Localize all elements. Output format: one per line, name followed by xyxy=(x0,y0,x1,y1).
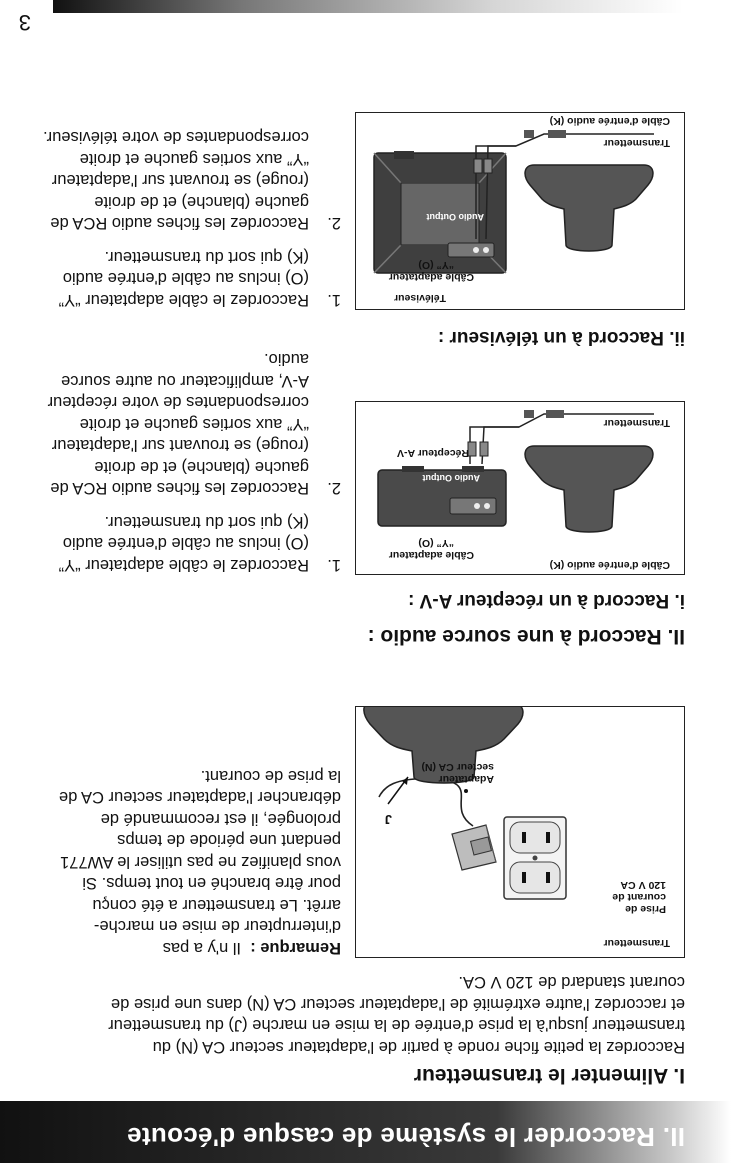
note-line: d'interrupteur de mise en marche- xyxy=(93,917,341,936)
ycable-caption xyxy=(389,537,474,561)
step-line: “Y” aux sorties gauche et droite xyxy=(79,150,309,168)
sub-ii-steps xyxy=(11,126,341,310)
panel-label: Audio Output xyxy=(426,212,484,222)
sub-ii-heading: ii. Raccord à un téléviseur : xyxy=(437,327,685,348)
step-line: correspondantes de votre récepteur xyxy=(47,393,309,412)
note-line: arrêt. Le transmetteur a été conçu xyxy=(92,896,341,914)
step-line: (K) qui sort du transmetteur. xyxy=(104,248,309,266)
step-line: (rouge) se trouvant sur l'adaptateur xyxy=(51,436,309,455)
step-line: (rouge) se trouvant sur l'adaptateur xyxy=(51,171,309,190)
step-number: 1. xyxy=(327,556,341,574)
caption-line: Câble adaptateur xyxy=(388,271,474,283)
page-number: 3 xyxy=(18,10,31,35)
device-caption: Récepteur A-V xyxy=(397,447,469,459)
caption-line: Adaptateur xyxy=(438,773,494,785)
step-item xyxy=(11,511,341,576)
note-line: pendant une période de temps xyxy=(117,831,341,850)
panel-label: Audio Output xyxy=(422,473,480,483)
device-caption: Téléviseur xyxy=(394,292,446,304)
step-line: audio. xyxy=(264,350,309,369)
step-item xyxy=(11,126,341,234)
power-diagram xyxy=(356,707,684,957)
banner-title: II. Raccorder le système de casque d'écoute xyxy=(126,1122,685,1152)
ycable-caption xyxy=(389,259,474,283)
av-receiver-figure xyxy=(355,401,685,575)
note-line: la prise de courant. xyxy=(200,767,341,785)
step-line: Raccordez les fiches audio RCA de xyxy=(50,214,309,233)
caption-line: secteur CA (N) xyxy=(421,761,494,773)
para-line: et raccordez l'autre extrémité de l'adaptateur secteur CA (N) dans une prise de xyxy=(110,995,685,1013)
step-item xyxy=(11,246,341,311)
step-number: 2. xyxy=(327,479,341,498)
step-line: Raccordez le câble adaptateur “Y” xyxy=(58,291,309,309)
step-line: correspondantes de votre téléviseur. xyxy=(43,128,309,147)
step-line: (K) qui sort du transmetteur. xyxy=(104,513,309,531)
step-number: 2. xyxy=(327,214,341,233)
transmitter-caption: Transmetteur xyxy=(603,937,670,949)
note-line: Il n'y a pas xyxy=(162,939,242,957)
para-line: courant standard de 120 V CA. xyxy=(458,973,685,992)
power-figure xyxy=(355,706,685,958)
jack-caption: J xyxy=(384,812,392,827)
tv-figure xyxy=(355,112,685,310)
step-line: gauche (blanche) et de droite xyxy=(94,458,309,476)
caption-line: 120 V CA xyxy=(620,879,666,891)
section1-heading: I. Alimenter le transmetteur xyxy=(413,1064,685,1087)
step-line: (O) inclus au câble d'entrée audio xyxy=(62,269,309,288)
step-line: (O) inclus au câble d'entrée audio xyxy=(62,534,309,553)
note-block xyxy=(11,765,341,959)
section2-heading: II. Raccord à une source audio : xyxy=(367,625,685,648)
step-line: gauche (blanche) et de droite xyxy=(94,193,309,211)
note-line: prolongée, il est recommandé de xyxy=(100,810,341,828)
transmitter-icon xyxy=(525,165,653,251)
note-label: Remarque : xyxy=(250,939,341,957)
input-cable-caption: Câble d'entrée audio (K) xyxy=(549,559,670,571)
note-line: débrancher l'adaptateur secteur CA de xyxy=(59,788,341,807)
caption-line: Câble adaptateur xyxy=(388,549,474,561)
para-line: transmetteur jusqu'à la prise d'entrée de la mise en marche (J) du transmetteur xyxy=(108,1016,685,1035)
section1-paragraph xyxy=(35,971,685,1057)
transmitter-icon xyxy=(525,446,653,532)
transmitter-caption: Transmetteur xyxy=(603,137,670,149)
wall-outlet-icon xyxy=(504,817,566,899)
step-line: Raccordez les fiches audio RCA de xyxy=(50,479,309,498)
footer-bar xyxy=(53,0,683,13)
note-line: vous planifiez ne pas utiliser le AW771 xyxy=(60,853,341,871)
input-cable-caption: Câble d'entrée audio (K) xyxy=(549,115,670,127)
sub-i-steps xyxy=(11,348,341,575)
step-number: 1. xyxy=(327,291,341,309)
step-line: Raccordez le câble adaptateur “Y” xyxy=(58,556,309,574)
transmitter-caption: Transmetteur xyxy=(603,417,670,429)
caption-line: courant de xyxy=(612,891,666,903)
note-line: pour être branché en tout temps. Si xyxy=(82,874,341,893)
step-line: “Y” aux sorties gauche et droite xyxy=(79,415,309,433)
step-item xyxy=(11,348,341,499)
para-line: Raccordez la petite fiche ronde à partir de l'adaptateur secteur CA (N) du xyxy=(152,1038,685,1056)
title-banner xyxy=(0,1101,731,1163)
adapter-caption xyxy=(421,761,494,785)
step-line: A-V, amplificateur ou autre source xyxy=(61,372,309,390)
sub-i-heading: i. Raccord à un récepteur A-V : xyxy=(408,590,685,611)
outlet-caption xyxy=(612,879,666,915)
caption-line: “Y” (O) xyxy=(418,537,454,549)
caption-line: “Y” (O) xyxy=(418,259,454,271)
caption-line: Prise de xyxy=(625,903,666,915)
